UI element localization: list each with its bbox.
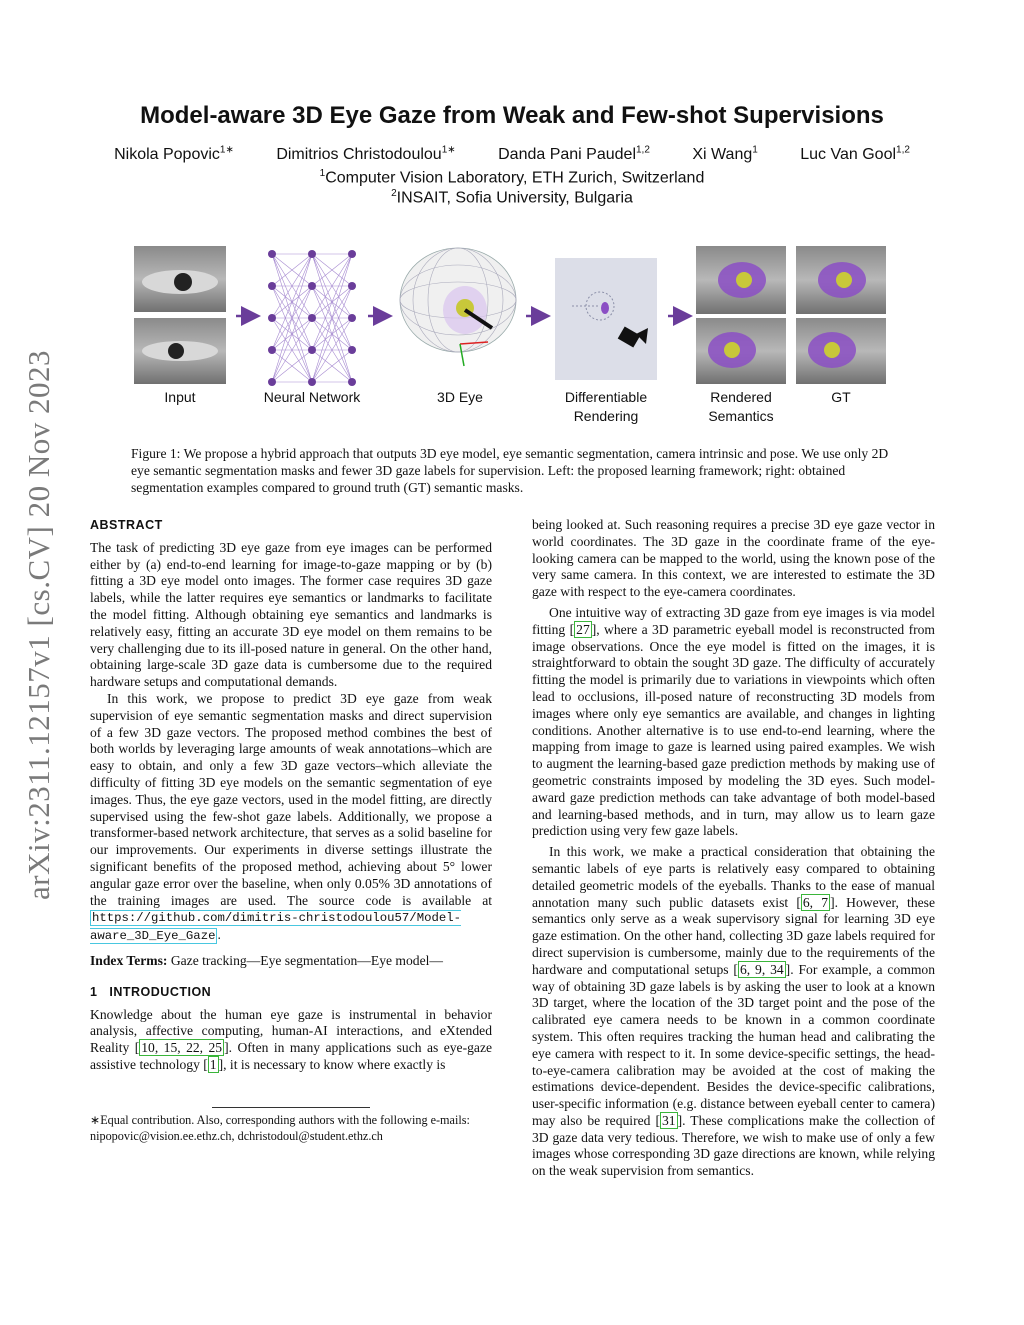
author: Nikola Popovic$^{1∗}$ — [114, 145, 234, 164]
author: Xi Wang$^1$ — [692, 145, 758, 164]
author-list — [0, 145, 1024, 164]
arxiv-stamp: arXiv:2311.12157v1 [cs.CV] 20 Nov 2023 — [21, 350, 56, 900]
citation-link[interactable]: 1 — [209, 1056, 217, 1072]
figure-label-3d-eye: 3D Eye — [437, 389, 483, 405]
input-eye-image — [134, 246, 226, 312]
body-paragraph: One intuitive way of extracting 3D gaze from eye images is via model fitting [ 27 ], where a 3D parametric eyeball model is reconstructed from image observations. Once the eye model is fitted on the images, it is straightforward to obtain the sought 3D gaze. The difficulty of accurately fitting the model is primarily due to variations in viewpoints which often lead to occlusions, ill-posed nature of reconstructing 3D models from images where only eye semantics are available, and changes in lighting conditions. Another alternative is to use end-to-end learning, where the mapping from image to gaze is learned using paired examples. We wish to augment the learning-based gaze prediction methods by making use of geometric constraints imposed by modeling the 3D eyes. Such model-award gaze prediction methods can take advantage of both model-based and learning-based methods, and in turn, may allow us to learn gaze prediction using very few gaze labels. — [532, 604, 935, 839]
affiliation: $^1$Computer Vision Laboratory, ETH Zurich, Switzerland — [319, 168, 705, 187]
rendered-semantics-image — [696, 318, 786, 384]
body-paragraph: being looked at. Such reasoning requires a precise 3D eye gaze vector in world coordinates. The 3D gaze in the coordinate frame of the eye-looking camera can be mapped to the world, using the known pose of the very same camera. In this context, we are interested to estimate the 3D gaze with respect to the eye-camera coordinates. — [532, 517, 935, 600]
rendered-semantics-image — [696, 246, 786, 314]
intro-paragraph: Knowledge about the human eye gaze is instrumental in behavior analysis, affective computing, human-AI interactions, and eXtended Reality [ 10, 15, 22, 25 ]. Often in many applications such as eye-gaze assistive technology [ 1 ], it is necessary to know where exactly is — [90, 1006, 493, 1072]
figure-label-gt: GT — [831, 389, 851, 405]
ground-truth-image — [796, 318, 886, 384]
author: Danda Pani Paudel$^{1,2}$ — [498, 145, 650, 164]
author: Luc Van Gool$^{1,2}$ — [800, 145, 910, 164]
citation-link[interactable]: 27 — [576, 621, 590, 637]
abstract-heading: ABSTRACT — [90, 518, 163, 532]
citation-link[interactable]: 31 — [661, 1112, 676, 1128]
figure-label-rendering: Differentiable Rendering — [564, 389, 648, 424]
footnote-rule — [212, 1107, 370, 1108]
paper-title: Model-aware 3D Eye Gaze from Weak and Few-shot Supervisions — [140, 102, 884, 129]
citation-link[interactable]: 6, 7 — [802, 894, 829, 910]
abstract-paragraph: The task of predicting 3D eye gaze from eye images can be performed either by (a) end-to-end learning for image-to-gaze mapping or by (b) fitting a 3D eye model onto images. The former case requires 3D gaze labels, while the latter requires eye semantics or landmarks to facilitate the model fitting. Although obtaining eye semantics and landmarks is relatively easy, fitting an accurate 3D eye model on them remains to be very challenging due to its ill-posed nature in general. On the other hand, obtaining large-scale 3D gaze data is cumbersome due to the required hardware setups and computational demands. — [90, 539, 492, 690]
footnote: ∗Equal contribution. Also, corresponding authors with the following e-mails: nipopovic@vision.ee.ethz.ch, dchristodoul@student.ethz.ch — [90, 1113, 470, 1143]
3d-eye-model — [400, 248, 516, 366]
figure-label-rendered: Rendered Semantics — [708, 389, 774, 424]
citation-link[interactable]: 10, 15, 22, 25 — [141, 1040, 223, 1056]
index-terms: Index Terms: Gaze tracking—Eye segmentation—Eye model— — [90, 952, 443, 968]
body-paragraph: In this work, we make a practical consideration that obtaining the semantic labels of eye parts is relatively easy compared to obtaining detailed geometric models of the eyeballs. Thanks to the ease of manual annotation many such public datasets exist [ 6, 7 ]. However, these semantics only serve as a weak supervisory signal for learning 3D eye gaze estimation. On the other hand, collecting 3D gaze labels required for direct supervision is cumbersome, mainly due to the requirements of the hardware and computational setups [ 6, 9, 34 ]. For example, a common way of obtaining 3D gaze labels is by asking the user to look at a known 3D target, where the location of the 3D target point and the pose of the calibrated eye camera needs to be known in a common coordinate system. This often requires tracking the human head and calibrating the eye camera with respect to it. In some device-specific settings, the head-to-eye-camera calibration may be avoided at the cost of making the estimations device-dependent. Besides the device-specific calibrations, user-specific information (e.g. distance between eyeball center to camera) may also be required [ 31 ]. These complications make the collection of 3D gaze data very tedious. Therefore, we wish to make use of only a few images whose corresponding 3D gaze directions are known, while relying on the weak supervision from semantics. — [532, 844, 935, 1179]
right-column — [532, 517, 935, 1180]
left-column — [90, 517, 492, 1074]
ground-truth-image — [796, 246, 886, 314]
citation-link[interactable]: 6, 9, 34 — [739, 961, 784, 977]
intro-heading: 1 INTRODUCTION — [90, 984, 212, 999]
abstract-paragraph: In this work, we propose to predict 3D eye gaze from weak supervision of eye semantic segmentation masks and direct supervision of a few 3D gaze vectors. The proposed method combines the best of both worlds by leveraging large amounts of weak annotations–which are easy to obtain, and only a few 3D gaze vectors–which alleviate the difficulty of fitting 3D eye models on the semantic segmentation of eye images. Thus, the eye gaze vectors, used in the model fitting, are directly supervised using the few-shot gaze labels. Additionally, we propose a transformer-based network architecture, that serves as a solid baseline for our improvements. Our experiments in diverse settings illustrate the significant benefits of the proposed method, achieving about 5° lower angular gaze error over the baseline, when only 0.05% 3D annotations of the training images are used. The source code is available at https://github.com/dimitris-christodoulou57/Model-aware_3D_Eye_Gaze . — [90, 690, 492, 944]
affiliation: $^2$INSAIT, Sofia University, Bulgaria — [391, 188, 633, 207]
figure-label-input: Input — [164, 389, 196, 405]
figure-diagram — [120, 238, 910, 388]
input-eye-image — [134, 318, 226, 384]
figure-caption: Figure 1: We propose a hybrid approach that outputs 3D eye model, eye semantic segmentation, camera intrinsic and pose. We use only 2D eye semantic segmentation masks and fewer 3D gaze labels for supervision. Left: the proposed learning framework; right: obtained segmentation examples compared to ground truth (GT) semantic masks. — [131, 446, 889, 495]
code-link[interactable]: https://github.com/dimitris-christodoulou57/Model-aware_3D_Eye_Gaze — [90, 911, 461, 944]
figure-label-network: Neural Network — [263, 389, 361, 405]
neural-network-diagram — [268, 250, 356, 386]
author: Dimitrios Christodoulou$^{1∗}$ — [276, 145, 456, 164]
rendering-diagram — [555, 258, 657, 380]
figure-1 — [120, 238, 910, 428]
